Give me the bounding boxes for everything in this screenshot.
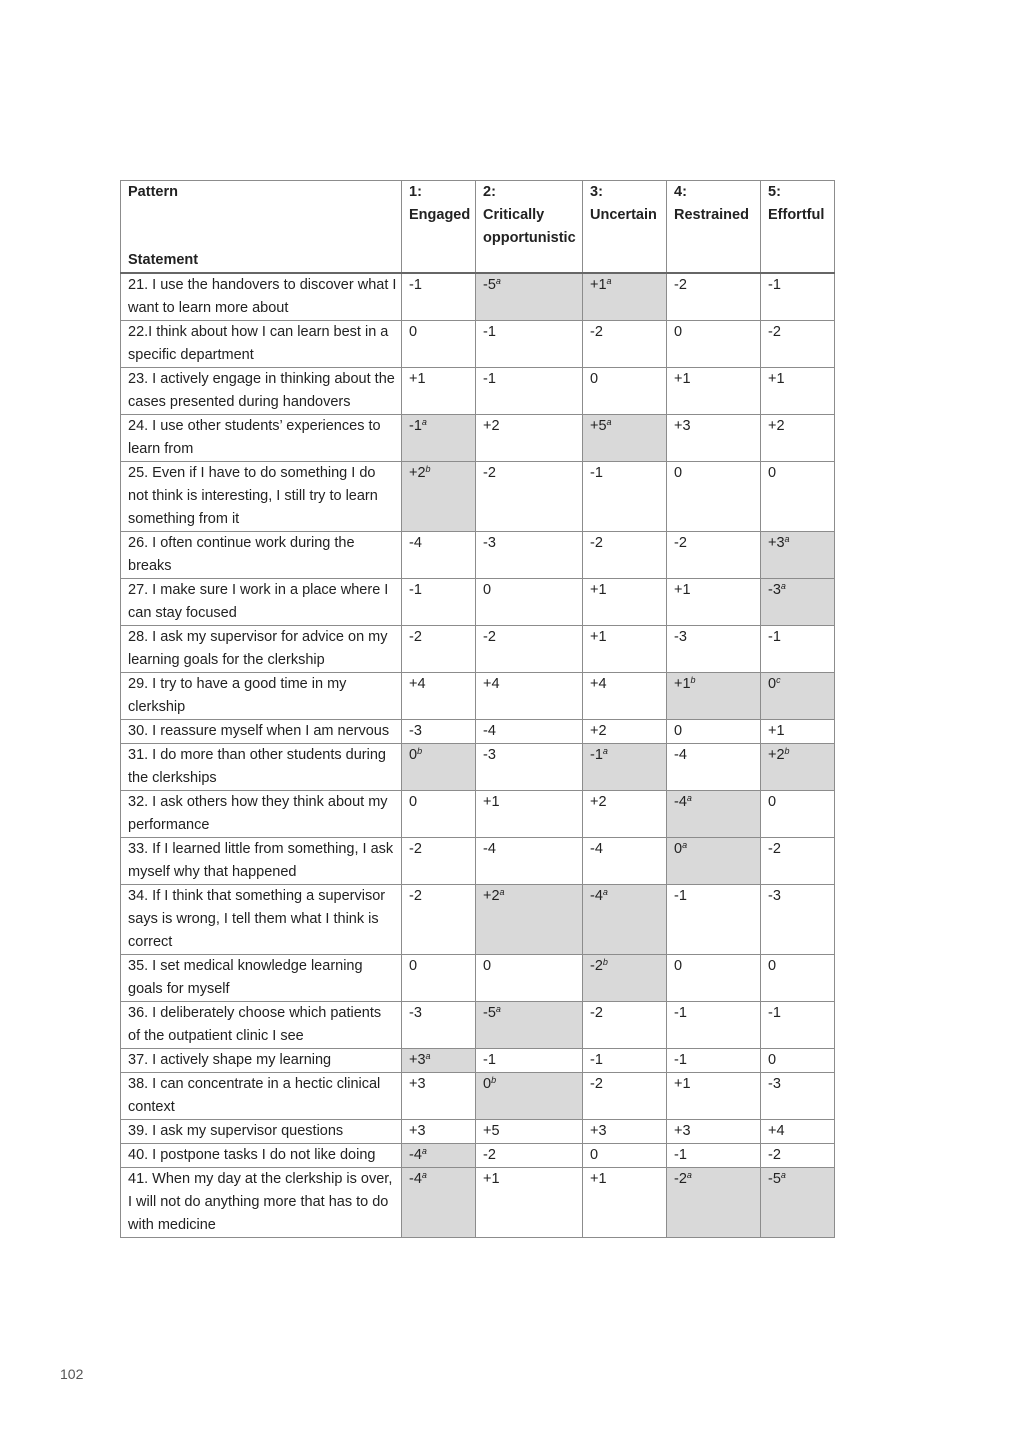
score-value: 0	[768, 465, 777, 481]
score-value: +1	[674, 371, 691, 387]
score-cell	[476, 720, 583, 744]
score-cell	[583, 1144, 667, 1168]
score-cell	[667, 955, 761, 1002]
q-sort-table	[120, 180, 835, 1238]
score-value: -5	[483, 1005, 496, 1021]
table-row	[121, 462, 835, 532]
score-cell	[402, 1120, 476, 1144]
table-row	[121, 1120, 835, 1144]
score-value: 0	[483, 1076, 492, 1092]
statement-cell: 23. I actively engage in thinking about the cases presented during handovers	[121, 368, 402, 415]
pattern-statement-header	[121, 181, 402, 274]
score-value: -1	[768, 629, 781, 645]
score-value: -2	[590, 535, 603, 551]
score-value: -4	[483, 723, 496, 739]
score-cell	[476, 462, 583, 532]
column-number: 5:	[768, 184, 781, 200]
score-value: 0	[409, 958, 418, 974]
statement-cell: 33. If I learned little from something, I ask myself why that happened	[121, 838, 402, 885]
score-value: -1	[590, 465, 603, 481]
score-value: +2	[483, 418, 500, 434]
score-value: 0	[768, 958, 777, 974]
score-value: +4	[409, 676, 426, 692]
score-cell	[402, 885, 476, 955]
score-cell	[761, 1144, 835, 1168]
statement-cell: 29. I try to have a good time in my clerkship	[121, 673, 402, 720]
statement-cell: 22.I think about how I can learn best in a specific department	[121, 321, 402, 368]
significance-marker: b	[690, 675, 696, 685]
score-value: -3	[409, 1005, 422, 1021]
significance-marker: a	[606, 417, 612, 427]
table-row	[121, 273, 835, 321]
score-value: -3	[409, 723, 422, 739]
score-value: -4	[483, 841, 496, 857]
score-cell	[476, 791, 583, 838]
score-cell	[583, 885, 667, 955]
score-cell	[402, 1049, 476, 1073]
score-value: +4	[590, 676, 607, 692]
score-value: 0	[409, 324, 418, 340]
score-cell	[402, 1168, 476, 1238]
score-cell	[402, 1073, 476, 1120]
score-value: -5	[768, 1171, 781, 1187]
significance-marker: a	[421, 417, 427, 427]
score-cell	[402, 1144, 476, 1168]
score-cell	[402, 791, 476, 838]
table-row	[121, 1144, 835, 1168]
table-row	[121, 626, 835, 673]
score-cell	[476, 955, 583, 1002]
score-cell	[667, 462, 761, 532]
header-row	[121, 181, 835, 274]
score-cell	[476, 1120, 583, 1144]
statement-cell: 32. I ask others how they think about my performance	[121, 791, 402, 838]
significance-marker: a	[780, 1170, 786, 1180]
score-cell	[667, 532, 761, 579]
score-value: -1	[674, 888, 687, 904]
table-row	[121, 955, 835, 1002]
score-cell	[583, 462, 667, 532]
score-value: +1	[768, 371, 785, 387]
score-cell	[476, 1002, 583, 1049]
score-cell	[402, 955, 476, 1002]
score-value: -2	[483, 465, 496, 481]
score-value: -2	[483, 1147, 496, 1163]
score-value: +1	[590, 277, 607, 293]
score-value: -1	[483, 324, 496, 340]
score-value: -1	[590, 1052, 603, 1068]
pattern-label: Pattern	[128, 184, 178, 200]
score-cell	[476, 415, 583, 462]
table-row	[121, 1049, 835, 1073]
score-value: -3	[674, 629, 687, 645]
score-value: -1	[674, 1005, 687, 1021]
score-value: +4	[483, 676, 500, 692]
score-value: -4	[409, 535, 422, 551]
statement-cell: 27. I make sure I work in a place where I can stay focused	[121, 579, 402, 626]
score-value: +1	[409, 371, 426, 387]
significance-marker: a	[495, 276, 501, 286]
score-cell	[583, 321, 667, 368]
score-cell	[402, 838, 476, 885]
score-cell	[667, 885, 761, 955]
statement-label: Statement	[128, 252, 199, 268]
score-value: -1	[409, 418, 422, 434]
statement-cell: 39. I ask my supervisor questions	[121, 1120, 402, 1144]
score-value: -2	[483, 629, 496, 645]
score-value: -2	[590, 958, 603, 974]
score-value: +3	[590, 1123, 607, 1139]
score-cell	[583, 720, 667, 744]
score-value: -2	[409, 629, 422, 645]
score-value: -3	[768, 582, 781, 598]
score-value: -3	[483, 535, 496, 551]
score-cell	[761, 1002, 835, 1049]
statement-cell: 41. When my day at the clerkship is over, I will not do anything more that has to do with medicine	[121, 1168, 402, 1238]
table-row	[121, 415, 835, 462]
score-value: 0	[409, 794, 418, 810]
score-value: -3	[483, 747, 496, 763]
column-header-effortful	[761, 181, 835, 274]
score-cell	[476, 1144, 583, 1168]
score-value: 0	[590, 371, 599, 387]
score-value: +3	[768, 535, 785, 551]
score-value: -2	[674, 1171, 687, 1187]
score-cell	[761, 579, 835, 626]
score-value: -1	[483, 371, 496, 387]
score-value: -2	[590, 1005, 603, 1021]
score-value: 0	[768, 794, 777, 810]
significance-marker: a	[682, 840, 688, 850]
score-cell	[476, 273, 583, 321]
score-cell	[476, 321, 583, 368]
statement-cell: 28. I ask my supervisor for advice on my learning goals for the clerkship	[121, 626, 402, 673]
score-value: -2	[590, 324, 603, 340]
score-cell	[583, 626, 667, 673]
score-value: 0	[674, 841, 683, 857]
score-cell	[761, 415, 835, 462]
score-cell	[583, 673, 667, 720]
score-value: +1	[590, 629, 607, 645]
table-row	[121, 1002, 835, 1049]
column-header-restrained	[667, 181, 761, 274]
score-value: +3	[409, 1076, 426, 1092]
score-value: +1	[768, 723, 785, 739]
score-value: -5	[483, 277, 496, 293]
score-value: -4	[590, 841, 603, 857]
significance-marker: c	[776, 675, 781, 685]
score-cell	[667, 1168, 761, 1238]
score-cell	[476, 838, 583, 885]
statement-cell: 30. I reassure myself when I am nervous	[121, 720, 402, 744]
score-cell	[667, 1002, 761, 1049]
statement-cell: 35. I set medical knowledge learning goals for myself	[121, 955, 402, 1002]
score-cell	[667, 1144, 761, 1168]
score-cell	[402, 462, 476, 532]
score-cell	[402, 673, 476, 720]
score-cell	[761, 1073, 835, 1120]
score-value: +3	[674, 1123, 691, 1139]
score-cell	[583, 273, 667, 321]
table-row	[121, 673, 835, 720]
significance-marker: a	[686, 793, 692, 803]
score-value: -4	[409, 1171, 422, 1187]
score-value: -1	[409, 277, 422, 293]
page-number: 102	[60, 1366, 84, 1382]
score-value: +1	[674, 676, 691, 692]
score-cell	[476, 626, 583, 673]
score-value: -3	[768, 1076, 781, 1092]
score-value: -1	[483, 1052, 496, 1068]
score-value: +1	[483, 1171, 500, 1187]
score-cell	[583, 1120, 667, 1144]
statement-cell: 25. Even if I have to do something I do not think is interesting, I still try to learn something from it	[121, 462, 402, 532]
statement-cell: 37. I actively shape my learning	[121, 1049, 402, 1073]
score-value: +4	[768, 1123, 785, 1139]
column-number: 3:	[590, 184, 603, 200]
score-cell	[583, 1049, 667, 1073]
significance-marker: b	[425, 464, 431, 474]
score-cell	[761, 273, 835, 321]
significance-marker: b	[417, 746, 423, 756]
score-value: +1	[674, 1076, 691, 1092]
significance-marker: a	[606, 276, 612, 286]
table-row	[121, 368, 835, 415]
score-cell	[667, 1073, 761, 1120]
table-row	[121, 532, 835, 579]
score-cell	[667, 720, 761, 744]
score-cell	[476, 368, 583, 415]
column-number: 1:	[409, 184, 422, 200]
score-cell	[761, 1120, 835, 1144]
statement-cell: 34. If I think that something a supervisor says is wrong, I tell them what I think is correct	[121, 885, 402, 955]
column-header-engaged	[402, 181, 476, 274]
score-cell	[761, 1049, 835, 1073]
score-cell	[402, 273, 476, 321]
score-cell	[761, 532, 835, 579]
table-row	[121, 321, 835, 368]
score-value: -3	[768, 888, 781, 904]
score-cell	[761, 368, 835, 415]
score-cell	[761, 1168, 835, 1238]
score-value: 0	[590, 1147, 599, 1163]
score-cell	[476, 673, 583, 720]
table-row	[121, 1073, 835, 1120]
table-row	[121, 885, 835, 955]
score-value: -2	[768, 1147, 781, 1163]
score-value: +2	[768, 418, 785, 434]
statement-cell: 24. I use other students’ experiences to learn from	[121, 415, 402, 462]
score-value: +1	[590, 1171, 607, 1187]
significance-marker: b	[784, 746, 790, 756]
score-cell	[667, 791, 761, 838]
score-cell	[402, 744, 476, 791]
score-cell	[402, 415, 476, 462]
score-value: 0	[768, 1052, 777, 1068]
score-value: -1	[590, 747, 603, 763]
score-value: 0	[409, 747, 418, 763]
score-value: -2	[409, 888, 422, 904]
column-name: Uncertain	[590, 207, 657, 223]
score-cell	[761, 673, 835, 720]
score-value: 0	[674, 958, 683, 974]
score-cell	[402, 1002, 476, 1049]
score-value: -4	[674, 747, 687, 763]
column-number: 4:	[674, 184, 687, 200]
score-value: 0	[483, 582, 492, 598]
score-cell	[667, 579, 761, 626]
score-cell	[667, 838, 761, 885]
score-value: +3	[409, 1052, 426, 1068]
table-row	[121, 579, 835, 626]
score-value: -4	[674, 794, 687, 810]
statement-cell: 38. I can concentrate in a hectic clinical context	[121, 1073, 402, 1120]
score-cell	[402, 579, 476, 626]
score-cell	[667, 368, 761, 415]
score-value: +3	[674, 418, 691, 434]
column-number: 2:	[483, 184, 496, 200]
score-cell	[583, 955, 667, 1002]
significance-marker: a	[499, 887, 505, 897]
score-cell	[583, 838, 667, 885]
score-value: +1	[590, 582, 607, 598]
score-cell	[402, 368, 476, 415]
significance-marker: a	[602, 887, 608, 897]
score-cell	[583, 744, 667, 791]
score-value: +1	[674, 582, 691, 598]
column-header-uncertain	[583, 181, 667, 274]
table-row	[121, 1168, 835, 1238]
significance-marker: a	[780, 581, 786, 591]
significance-marker: b	[602, 957, 608, 967]
table-row	[121, 838, 835, 885]
score-cell	[476, 1049, 583, 1073]
score-value: -1	[409, 582, 422, 598]
score-value: -4	[409, 1147, 422, 1163]
score-cell	[583, 1073, 667, 1120]
statement-cell: 26. I often continue work during the breaks	[121, 532, 402, 579]
significance-marker: a	[425, 1051, 431, 1061]
statement-cell: 31. I do more than other students during the clerkships	[121, 744, 402, 791]
score-cell	[667, 673, 761, 720]
score-value: 0	[768, 676, 777, 692]
significance-marker: a	[686, 1170, 692, 1180]
score-value: -1	[768, 277, 781, 293]
score-cell	[761, 955, 835, 1002]
score-value: -4	[590, 888, 603, 904]
score-cell	[583, 1002, 667, 1049]
score-value: 0	[674, 465, 683, 481]
score-value: -2	[409, 841, 422, 857]
column-name: Restrained	[674, 207, 749, 223]
score-cell	[667, 415, 761, 462]
statement-cell: 21. I use the handovers to discover what I want to learn more about	[121, 273, 402, 321]
score-value: -2	[768, 841, 781, 857]
score-value: -2	[590, 1076, 603, 1092]
score-cell	[402, 321, 476, 368]
score-cell	[761, 321, 835, 368]
score-value: -2	[674, 277, 687, 293]
table-row	[121, 744, 835, 791]
score-cell	[667, 744, 761, 791]
score-value: -1	[674, 1147, 687, 1163]
significance-marker: a	[602, 746, 608, 756]
score-cell	[761, 462, 835, 532]
score-cell	[761, 744, 835, 791]
score-cell	[667, 626, 761, 673]
score-value: 0	[483, 958, 492, 974]
score-cell	[476, 579, 583, 626]
significance-marker: a	[421, 1146, 427, 1156]
score-cell	[583, 368, 667, 415]
score-cell	[476, 744, 583, 791]
significance-marker: a	[784, 534, 790, 544]
score-cell	[583, 415, 667, 462]
score-value: -1	[768, 1005, 781, 1021]
score-cell	[761, 626, 835, 673]
significance-marker: a	[495, 1004, 501, 1014]
score-cell	[583, 1168, 667, 1238]
score-value: +2	[590, 723, 607, 739]
score-value: +5	[483, 1123, 500, 1139]
score-cell	[761, 838, 835, 885]
score-cell	[476, 532, 583, 579]
score-cell	[667, 1120, 761, 1144]
statement-cell: 40. I postpone tasks I do not like doing	[121, 1144, 402, 1168]
score-cell	[402, 626, 476, 673]
score-value: -1	[674, 1052, 687, 1068]
statement-cell: 36. I deliberately choose which patients of the outpatient clinic I see	[121, 1002, 402, 1049]
score-value: +1	[483, 794, 500, 810]
score-cell	[761, 720, 835, 744]
score-cell	[476, 1168, 583, 1238]
score-cell	[476, 885, 583, 955]
score-cell	[583, 532, 667, 579]
score-value: -2	[674, 535, 687, 551]
score-value: -2	[768, 324, 781, 340]
column-name: Engaged	[409, 207, 471, 223]
column-name: Critically opportunistic	[483, 207, 576, 246]
score-cell	[761, 885, 835, 955]
score-cell	[402, 720, 476, 744]
table-row	[121, 720, 835, 744]
score-cell	[476, 1073, 583, 1120]
score-value: +5	[590, 418, 607, 434]
score-value: +2	[409, 465, 426, 481]
significance-marker: a	[421, 1170, 427, 1180]
score-cell	[761, 791, 835, 838]
score-cell	[402, 532, 476, 579]
score-value: 0	[674, 324, 683, 340]
significance-marker: b	[491, 1075, 497, 1085]
score-cell	[583, 579, 667, 626]
score-value: +3	[409, 1123, 426, 1139]
score-value: 0	[674, 723, 683, 739]
score-value: +2	[483, 888, 500, 904]
column-name: Effortful	[768, 207, 825, 223]
score-cell	[667, 273, 761, 321]
score-value: +2	[590, 794, 607, 810]
score-cell	[667, 321, 761, 368]
column-header-critically-opportunistic	[476, 181, 583, 274]
table-row	[121, 791, 835, 838]
score-value: +2	[768, 747, 785, 763]
score-cell	[667, 1049, 761, 1073]
score-cell	[583, 791, 667, 838]
